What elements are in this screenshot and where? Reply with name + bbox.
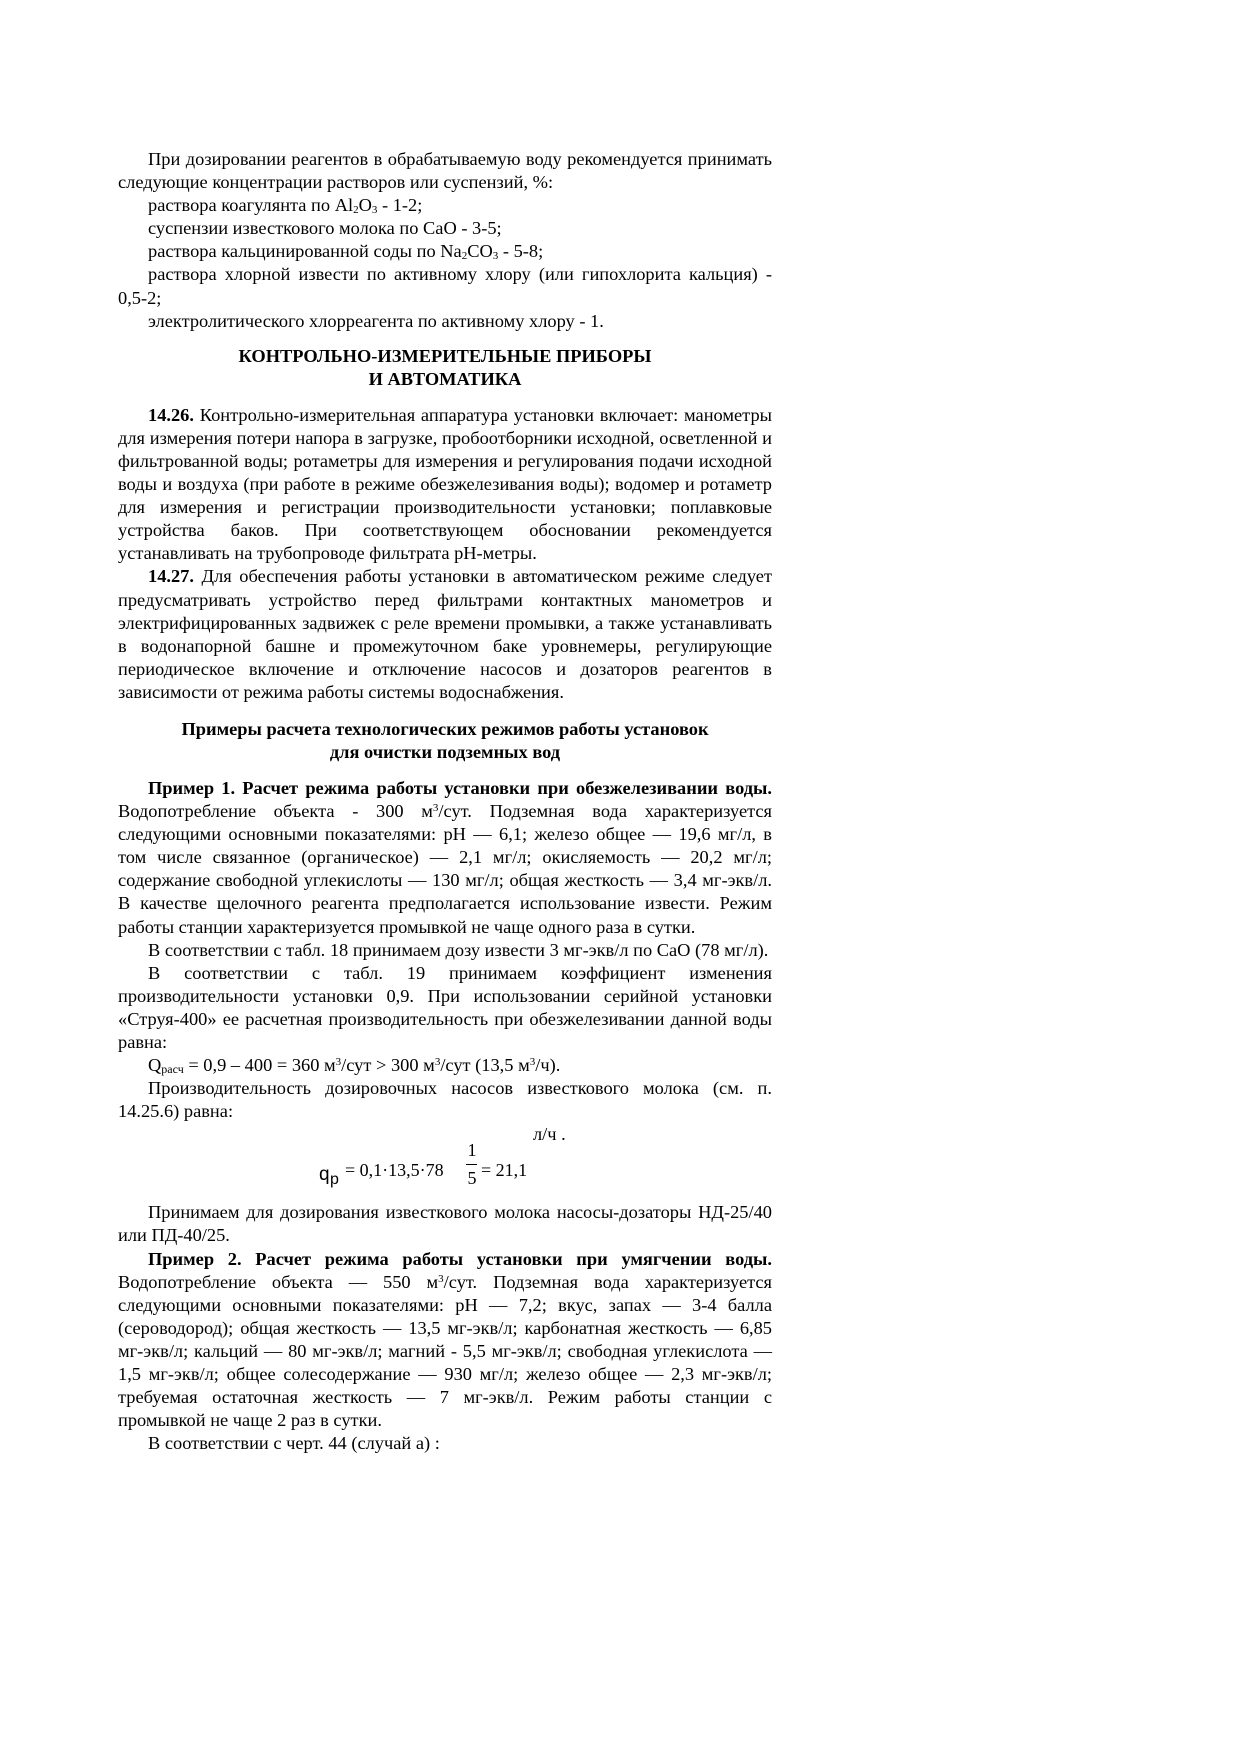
paragraph-chart-44: В соответствии с черт. 44 (случай а) : <box>148 1433 440 1454</box>
section-heading-instruments: КОНТРОЛЬНО-ИЗМЕРИТЕЛЬНЫЕ ПРИБОРЫ И АВТОМАТИКА <box>238 345 652 389</box>
document-page <box>118 148 772 1455</box>
intro-paragraph: При дозировании реагентов в обрабатываемую воду рекомендуется принимать следующие концентрации растворов или суспензий, %: <box>118 149 772 193</box>
formula-unit: л/ч . <box>533 1124 566 1145</box>
section-heading-examples: Примеры расчета технологических режимов работы установок для очистки подземных вод <box>181 718 709 762</box>
example-1: Пример 1. Расчет режима работы установки при обезжелезивании воды. Водопотребление объекта - 300 $м^3$/сут. Подземная вода характеризуется следующими основными показателями: pH — 6,1; железо общее — 19,6 мг/л, в том числе связанное (органическое) — 2,1 мг/л; окисляемость — 20,2 мг/л; содержание свободной углекислоты — 130 мг/л; общая жесткость — 3,4 мг-экв/л. В качестве щелочного реагента предполагается использование извести. Режим работы станции характеризуется промывкой не чаще одного раза в сутки. <box>118 777 772 937</box>
intro-item-soda: раствора кальцинированной соды по $Na_2CO_3 - 5-8$; <box>148 241 544 263</box>
intro-item-lime: суспензии известкового молока по CaO - 3-5; <box>148 218 502 239</box>
fraction-numerator: 1 <box>467 1140 477 1161</box>
formula-result: = 21,1 <box>481 1160 528 1181</box>
formula-product: = 0,1·13,5·78 <box>345 1160 444 1181</box>
intro-item-chlorine: раствора хлорной извести по активному хлору (или гипохлорита кальция) - 0,5-2; <box>118 264 772 308</box>
example-2: Пример 2. Расчет режима работы установки при умягчении воды. Водопотребление объекта — 550 $м^3$/сут. Подземная вода характеризуется следующими основными показателями: pH — 7,2; вкус, запах — 3-4 балла (сероводород); общая жесткость — 13,5 мг-экв/л; карбонатная жесткость — 6,85 мг-экв/л; кальций — 80 мг-экв/л; магний - 5,5 мг-экв/л; свободная углекислота — 1,5 мг-экв/л; общее солесодержание — 930 мг/л; железо общее — 2,3 мг-экв/л; требуемая остаточная жесткость — 7 мг-экв/л. Режим работы станции с промывкой не чаще 2 раз в сутки. <box>118 1248 772 1431</box>
clause-14-27: 14.27. Для обеспечения работы установки в автоматическом режиме следует предусматривать устройство перед фильтрами контактных манометров и электрифицированных задвижек с реле времени промывки, а также устанавливать в водонапорной башне и промежуточном баке уровнемеры, регулирующие периодическое включение и отключение насосов и дозаторов реагентов в зависимости от режима работы системы водоснабжения. <box>118 566 772 702</box>
formula-q: q <box>319 1164 330 1186</box>
intro-item-coagulant: раствора коагулянта по $Al_2O_3 - 1-2$; <box>148 195 423 217</box>
fraction-denominator: 5 <box>467 1168 477 1189</box>
capacity-equation: Qрасч = 0,9 – 400 = 360 $м^3$/сут > 300 $м^3$/сут (13,5 $м^3/ч$). <box>148 1055 561 1077</box>
paragraph-pumps: Производительность дозировочных насосов известкового молока (см. п. 14.25.6) равна: <box>118 1078 772 1122</box>
fraction-bar <box>466 1164 477 1165</box>
intro-item-electrolytic: электролитического хлорреагента по активному хлору - 1. <box>148 310 604 331</box>
dosing-formula <box>118 1123 772 1201</box>
paragraph-accept-pumps: Принимаем для дозирования известкового молока насосы-дозаторы НД-25/40 или ПД-40/25. <box>118 1202 772 1246</box>
formula-p: p <box>330 1171 339 1189</box>
clause-14-26: 14.26. Контрольно-измерительная аппаратура установки включает: манометры для измерения потери напора в загрузке, пробоотборники исходной, осветленной и фильтрованной воды; ротаметры для измерения и регулирования подачи исходной воды и воздуха (при работе в режиме обезжелезивания воды); водомер и ротаметр для измерения и регистрации производительности установки; поплавковые устройства баков. При соответствующем обосновании рекомендуется устанавливать на трубопроводе фильтрата pH-метры. <box>118 404 772 564</box>
paragraph-table-18: В соответствии с табл. 18 принимаем дозу извести 3 мг-экв/л по CaO (78 мг/л). <box>148 939 769 960</box>
paragraph-table-19: В соответствии с табл. 19 принимаем коэффициент изменения производительности установки 0,9. При использовании серийной установки «Струя-400» ее расчетная производительность при обезжелезивании данной воды равна: <box>118 962 772 1052</box>
